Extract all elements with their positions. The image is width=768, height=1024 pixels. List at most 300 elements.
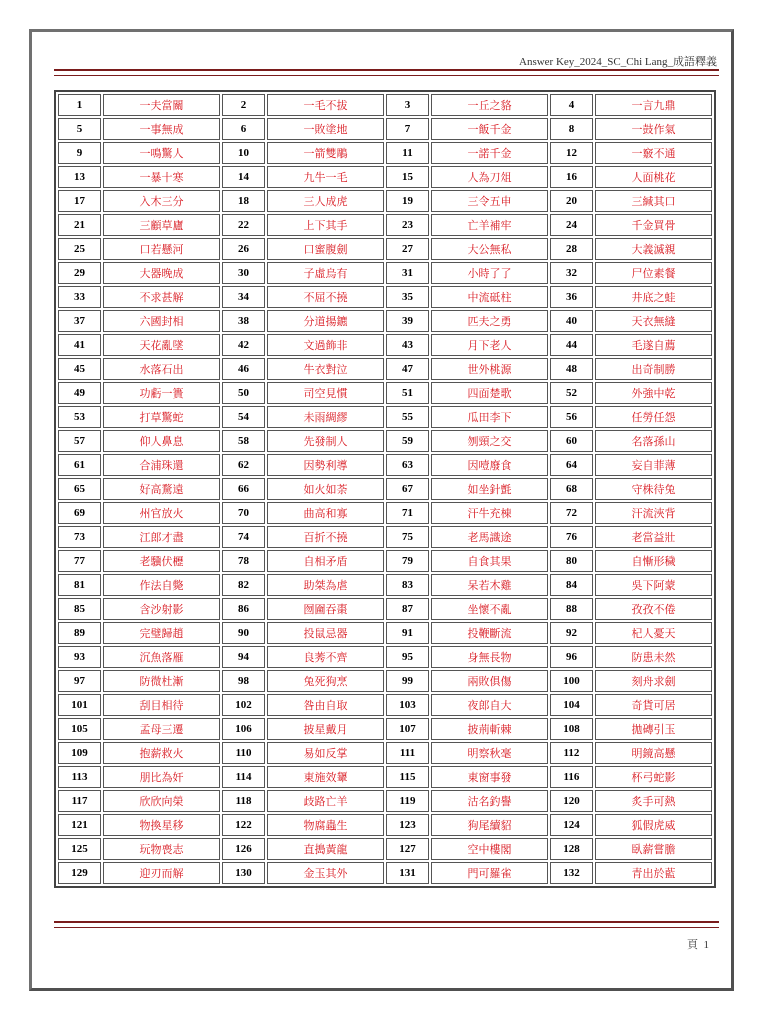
entry-number: 10 [222, 142, 265, 164]
footer-rule [54, 921, 719, 928]
entry-number: 1 [58, 94, 101, 116]
entry-number: 90 [222, 622, 265, 644]
entry-idiom: 中流砥柱 [431, 286, 548, 308]
entry-number: 31 [386, 262, 429, 284]
entry-idiom: 迎刃而解 [103, 862, 220, 884]
entry-number: 18 [222, 190, 265, 212]
entry-idiom: 防微杜漸 [103, 670, 220, 692]
entry-idiom: 未雨綢繆 [267, 406, 384, 428]
entry-idiom: 直搗黃龍 [267, 838, 384, 860]
table-row [58, 382, 712, 404]
table-row [58, 406, 712, 428]
entry-number: 124 [550, 814, 593, 836]
table-row [58, 718, 712, 740]
entry-number: 62 [222, 454, 265, 476]
entry-idiom: 如火如荼 [267, 478, 384, 500]
answer-key-table [54, 90, 716, 888]
entry-number: 58 [222, 430, 265, 452]
entry-idiom: 呆若木雞 [431, 574, 548, 596]
entry-number: 112 [550, 742, 593, 764]
entry-idiom: 好高騖遠 [103, 478, 220, 500]
entry-number: 115 [386, 766, 429, 788]
entry-idiom: 完璧歸趙 [103, 622, 220, 644]
entry-number: 3 [386, 94, 429, 116]
entry-idiom: 吳下阿蒙 [595, 574, 712, 596]
entry-number: 123 [386, 814, 429, 836]
entry-idiom: 一事無成 [103, 118, 220, 140]
entry-number: 79 [386, 550, 429, 572]
entry-idiom: 尸位素餐 [595, 262, 712, 284]
entry-number: 132 [550, 862, 593, 884]
entry-number: 30 [222, 262, 265, 284]
entry-idiom: 一飯千金 [431, 118, 548, 140]
entry-number: 14 [222, 166, 265, 188]
entry-idiom: 青出於藍 [595, 862, 712, 884]
entry-idiom: 不求甚解 [103, 286, 220, 308]
entry-idiom: 披荊斬棘 [431, 718, 548, 740]
entry-number: 50 [222, 382, 265, 404]
entry-number: 127 [386, 838, 429, 860]
table-row [58, 238, 712, 260]
entry-number: 125 [58, 838, 101, 860]
entry-idiom: 三緘其口 [595, 190, 712, 212]
entry-idiom: 因噎廢食 [431, 454, 548, 476]
table-row [58, 742, 712, 764]
page-header-title: Answer Key_2024_SC_Chi Lang_成語釋義 [519, 56, 717, 68]
entry-number: 66 [222, 478, 265, 500]
entry-number: 40 [550, 310, 593, 332]
entry-number: 96 [550, 646, 593, 668]
entry-idiom: 孟母三遷 [103, 718, 220, 740]
entry-number: 101 [58, 694, 101, 716]
entry-number: 36 [550, 286, 593, 308]
table-row [58, 118, 712, 140]
entry-idiom: 上下其手 [267, 214, 384, 236]
entry-idiom: 玩物喪志 [103, 838, 220, 860]
entry-number: 99 [386, 670, 429, 692]
table-row [58, 286, 712, 308]
entry-idiom: 汗牛充棟 [431, 502, 548, 524]
table-row [58, 598, 712, 620]
entry-number: 55 [386, 406, 429, 428]
page-label: 頁 [687, 939, 698, 951]
entry-idiom: 牛衣對泣 [267, 358, 384, 380]
entry-number: 91 [386, 622, 429, 644]
entry-number: 107 [386, 718, 429, 740]
entry-number: 68 [550, 478, 593, 500]
entry-number: 131 [386, 862, 429, 884]
entry-number: 37 [58, 310, 101, 332]
entry-number: 43 [386, 334, 429, 356]
entry-idiom: 天花亂墜 [103, 334, 220, 356]
entry-idiom: 朋比為奸 [103, 766, 220, 788]
entry-number: 15 [386, 166, 429, 188]
entry-number: 110 [222, 742, 265, 764]
entry-number: 118 [222, 790, 265, 812]
table-row [58, 358, 712, 380]
entry-idiom: 口蜜腹劍 [267, 238, 384, 260]
entry-idiom: 口若懸河 [103, 238, 220, 260]
entry-idiom: 良莠不齊 [267, 646, 384, 668]
entry-number: 16 [550, 166, 593, 188]
entry-number: 70 [222, 502, 265, 524]
entry-number: 26 [222, 238, 265, 260]
entry-number: 85 [58, 598, 101, 620]
entry-idiom: 大器晚成 [103, 262, 220, 284]
entry-number: 61 [58, 454, 101, 476]
entry-number: 89 [58, 622, 101, 644]
entry-number: 83 [386, 574, 429, 596]
entry-number: 33 [58, 286, 101, 308]
entry-idiom: 大公無私 [431, 238, 548, 260]
entry-idiom: 狐假虎威 [595, 814, 712, 836]
entry-idiom: 打草驚蛇 [103, 406, 220, 428]
entry-idiom: 曲高和寡 [267, 502, 384, 524]
entry-number: 92 [550, 622, 593, 644]
entry-number: 4 [550, 94, 593, 116]
entry-number: 108 [550, 718, 593, 740]
entry-number: 63 [386, 454, 429, 476]
table-row [58, 214, 712, 236]
entry-number: 129 [58, 862, 101, 884]
entry-number: 64 [550, 454, 593, 476]
entry-number: 12 [550, 142, 593, 164]
entry-idiom: 守株待兔 [595, 478, 712, 500]
entry-number: 60 [550, 430, 593, 452]
entry-idiom: 一丘之貉 [431, 94, 548, 116]
entry-idiom: 杞人憂天 [595, 622, 712, 644]
entry-idiom: 瓜田李下 [431, 406, 548, 428]
entry-idiom: 百折不撓 [267, 526, 384, 548]
entry-idiom: 自慚形穢 [595, 550, 712, 572]
page-number: 1 [703, 939, 709, 951]
entry-number: 56 [550, 406, 593, 428]
table-row [58, 550, 712, 572]
entry-idiom: 一夫當關 [103, 94, 220, 116]
entry-idiom: 江郎才盡 [103, 526, 220, 548]
entry-number: 128 [550, 838, 593, 860]
entry-number: 78 [222, 550, 265, 572]
entry-idiom: 明鏡高懸 [595, 742, 712, 764]
entry-number: 48 [550, 358, 593, 380]
entry-idiom: 四面楚歌 [431, 382, 548, 404]
entry-idiom: 老驥伏櫪 [103, 550, 220, 572]
entry-idiom: 刮目相待 [103, 694, 220, 716]
entry-number: 45 [58, 358, 101, 380]
entry-idiom: 妄自菲薄 [595, 454, 712, 476]
entry-number: 121 [58, 814, 101, 836]
entry-number: 117 [58, 790, 101, 812]
entry-number: 98 [222, 670, 265, 692]
entry-idiom: 功虧一簣 [103, 382, 220, 404]
entry-idiom: 州官放火 [103, 502, 220, 524]
entry-idiom: 炙手可熱 [595, 790, 712, 812]
entry-number: 87 [386, 598, 429, 620]
entry-number: 46 [222, 358, 265, 380]
entry-number: 38 [222, 310, 265, 332]
entry-number: 59 [386, 430, 429, 452]
entry-idiom: 大義滅親 [595, 238, 712, 260]
entry-number: 52 [550, 382, 593, 404]
entry-number: 5 [58, 118, 101, 140]
entry-number: 84 [550, 574, 593, 596]
entry-number: 93 [58, 646, 101, 668]
entry-idiom: 文過飾非 [267, 334, 384, 356]
page-footer [687, 936, 709, 952]
entry-idiom: 兩敗俱傷 [431, 670, 548, 692]
entry-number: 53 [58, 406, 101, 428]
entry-number: 120 [550, 790, 593, 812]
entry-number: 2 [222, 94, 265, 116]
table-row [58, 622, 712, 644]
header-rule [54, 69, 719, 76]
entry-idiom: 一鼓作氣 [595, 118, 712, 140]
entry-number: 57 [58, 430, 101, 452]
entry-idiom: 出奇制勝 [595, 358, 712, 380]
entry-idiom: 杯弓蛇影 [595, 766, 712, 788]
entry-idiom: 沉魚落雁 [103, 646, 220, 668]
table-row [58, 310, 712, 332]
entry-number: 76 [550, 526, 593, 548]
entry-number: 29 [58, 262, 101, 284]
entry-number: 24 [550, 214, 593, 236]
entry-idiom: 身無長物 [431, 646, 548, 668]
entry-idiom: 如坐針氈 [431, 478, 548, 500]
entry-number: 105 [58, 718, 101, 740]
entry-number: 8 [550, 118, 593, 140]
entry-idiom: 沽名釣譽 [431, 790, 548, 812]
entry-idiom: 天衣無縫 [595, 310, 712, 332]
entry-number: 13 [58, 166, 101, 188]
entry-number: 54 [222, 406, 265, 428]
table-row [58, 814, 712, 836]
entry-idiom: 含沙射影 [103, 598, 220, 620]
entry-number: 106 [222, 718, 265, 740]
entry-idiom: 明察秋毫 [431, 742, 548, 764]
entry-idiom: 空中樓閣 [431, 838, 548, 860]
entry-idiom: 水落石出 [103, 358, 220, 380]
entry-number: 77 [58, 550, 101, 572]
entry-idiom: 兔死狗烹 [267, 670, 384, 692]
entry-idiom: 咎由自取 [267, 694, 384, 716]
entry-idiom: 物腐蟲生 [267, 814, 384, 836]
entry-idiom: 門可羅雀 [431, 862, 548, 884]
entry-idiom: 一敗塗地 [267, 118, 384, 140]
entry-number: 88 [550, 598, 593, 620]
entry-idiom: 一竅不通 [595, 142, 712, 164]
table-row [58, 766, 712, 788]
entry-idiom: 名落孫山 [595, 430, 712, 452]
entry-idiom: 九牛一毛 [267, 166, 384, 188]
entry-idiom: 東窗事發 [431, 766, 548, 788]
entry-idiom: 物換星移 [103, 814, 220, 836]
entry-number: 39 [386, 310, 429, 332]
entry-idiom: 一言九鼎 [595, 94, 712, 116]
entry-number: 111 [386, 742, 429, 764]
entry-number: 103 [386, 694, 429, 716]
table-row [58, 862, 712, 884]
entry-number: 9 [58, 142, 101, 164]
entry-idiom: 欣欣向榮 [103, 790, 220, 812]
entry-number: 20 [550, 190, 593, 212]
entry-idiom: 自食其果 [431, 550, 548, 572]
entry-idiom: 分道揚鑣 [267, 310, 384, 332]
entry-idiom: 世外桃源 [431, 358, 548, 380]
table-row [58, 574, 712, 596]
entry-idiom: 助桀為虐 [267, 574, 384, 596]
table-row [58, 790, 712, 812]
entry-number: 21 [58, 214, 101, 236]
table-row [58, 694, 712, 716]
entry-number: 119 [386, 790, 429, 812]
entry-number: 11 [386, 142, 429, 164]
entry-idiom: 小時了了 [431, 262, 548, 284]
entry-number: 80 [550, 550, 593, 572]
entry-idiom: 人為刀俎 [431, 166, 548, 188]
entry-idiom: 三顧草廬 [103, 214, 220, 236]
entry-idiom: 六國封相 [103, 310, 220, 332]
entry-idiom: 一箭雙鵰 [267, 142, 384, 164]
entry-idiom: 奇貨可居 [595, 694, 712, 716]
entry-number: 69 [58, 502, 101, 524]
entry-number: 130 [222, 862, 265, 884]
entry-idiom: 金玉其外 [267, 862, 384, 884]
entry-number: 35 [386, 286, 429, 308]
entry-number: 34 [222, 286, 265, 308]
table-row [58, 670, 712, 692]
entry-number: 47 [386, 358, 429, 380]
entry-idiom: 坐懷不亂 [431, 598, 548, 620]
entry-number: 72 [550, 502, 593, 524]
entry-number: 71 [386, 502, 429, 524]
entry-idiom: 司空見慣 [267, 382, 384, 404]
entry-idiom: 月下老人 [431, 334, 548, 356]
entry-idiom: 老馬識途 [431, 526, 548, 548]
table-row [58, 838, 712, 860]
entry-idiom: 外強中乾 [595, 382, 712, 404]
entry-idiom: 孜孜不倦 [595, 598, 712, 620]
entry-idiom: 防患未然 [595, 646, 712, 668]
entry-idiom: 三令五申 [431, 190, 548, 212]
entry-idiom: 拋磚引玉 [595, 718, 712, 740]
entry-idiom: 人面桃花 [595, 166, 712, 188]
entry-idiom: 自相矛盾 [267, 550, 384, 572]
table-row [58, 262, 712, 284]
entry-number: 113 [58, 766, 101, 788]
entry-idiom: 子虛烏有 [267, 262, 384, 284]
entry-number: 28 [550, 238, 593, 260]
entry-idiom: 投鞭斷流 [431, 622, 548, 644]
entry-number: 86 [222, 598, 265, 620]
entry-number: 42 [222, 334, 265, 356]
entry-idiom: 夜郎自大 [431, 694, 548, 716]
entry-number: 51 [386, 382, 429, 404]
entry-number: 19 [386, 190, 429, 212]
table-row [58, 190, 712, 212]
entry-number: 41 [58, 334, 101, 356]
table-row [58, 454, 712, 476]
entry-idiom: 抱薪救火 [103, 742, 220, 764]
entry-number: 122 [222, 814, 265, 836]
entry-number: 97 [58, 670, 101, 692]
entry-number: 22 [222, 214, 265, 236]
entry-idiom: 臥薪嘗膽 [595, 838, 712, 860]
table-row [58, 94, 712, 116]
entry-number: 114 [222, 766, 265, 788]
entry-number: 126 [222, 838, 265, 860]
entry-idiom: 披星戴月 [267, 718, 384, 740]
entry-number: 25 [58, 238, 101, 260]
entry-idiom: 先發制人 [267, 430, 384, 452]
entry-number: 23 [386, 214, 429, 236]
entry-idiom: 囫圇吞棗 [267, 598, 384, 620]
table-row [58, 142, 712, 164]
entry-number: 6 [222, 118, 265, 140]
entry-number: 17 [58, 190, 101, 212]
entry-idiom: 投鼠忌器 [267, 622, 384, 644]
document-page [29, 29, 734, 991]
entry-number: 102 [222, 694, 265, 716]
entry-idiom: 東施效顰 [267, 766, 384, 788]
entry-idiom: 歧路亡羊 [267, 790, 384, 812]
entry-idiom: 入木三分 [103, 190, 220, 212]
entry-idiom: 不屈不撓 [267, 286, 384, 308]
entry-idiom: 作法自斃 [103, 574, 220, 596]
entry-number: 44 [550, 334, 593, 356]
entry-number: 94 [222, 646, 265, 668]
entry-number: 82 [222, 574, 265, 596]
entry-idiom: 一諾千金 [431, 142, 548, 164]
entry-number: 7 [386, 118, 429, 140]
entry-number: 100 [550, 670, 593, 692]
answer-key-body [58, 94, 712, 884]
entry-number: 109 [58, 742, 101, 764]
entry-idiom: 刻舟求劍 [595, 670, 712, 692]
entry-number: 49 [58, 382, 101, 404]
entry-idiom: 仰人鼻息 [103, 430, 220, 452]
entry-idiom: 易如反掌 [267, 742, 384, 764]
entry-number: 67 [386, 478, 429, 500]
entry-idiom: 合浦珠還 [103, 454, 220, 476]
entry-number: 74 [222, 526, 265, 548]
entry-number: 104 [550, 694, 593, 716]
table-row [58, 166, 712, 188]
entry-number: 27 [386, 238, 429, 260]
entry-idiom: 汗流浹背 [595, 502, 712, 524]
table-row [58, 334, 712, 356]
entry-idiom: 三人成虎 [267, 190, 384, 212]
entry-idiom: 刎頸之交 [431, 430, 548, 452]
entry-number: 81 [58, 574, 101, 596]
entry-number: 116 [550, 766, 593, 788]
entry-idiom: 因勢利導 [267, 454, 384, 476]
table-row [58, 502, 712, 524]
entry-idiom: 毛遂自薦 [595, 334, 712, 356]
entry-idiom: 井底之蛙 [595, 286, 712, 308]
entry-idiom: 一鳴驚人 [103, 142, 220, 164]
entry-idiom: 亡羊補牢 [431, 214, 548, 236]
table-row [58, 646, 712, 668]
entry-idiom: 任勞任怨 [595, 406, 712, 428]
entry-idiom: 一暴十寒 [103, 166, 220, 188]
table-row [58, 478, 712, 500]
entry-number: 73 [58, 526, 101, 548]
entry-number: 75 [386, 526, 429, 548]
entry-idiom: 一毛不拔 [267, 94, 384, 116]
entry-number: 95 [386, 646, 429, 668]
entry-idiom: 千金買骨 [595, 214, 712, 236]
entry-idiom: 狗尾續貂 [431, 814, 548, 836]
